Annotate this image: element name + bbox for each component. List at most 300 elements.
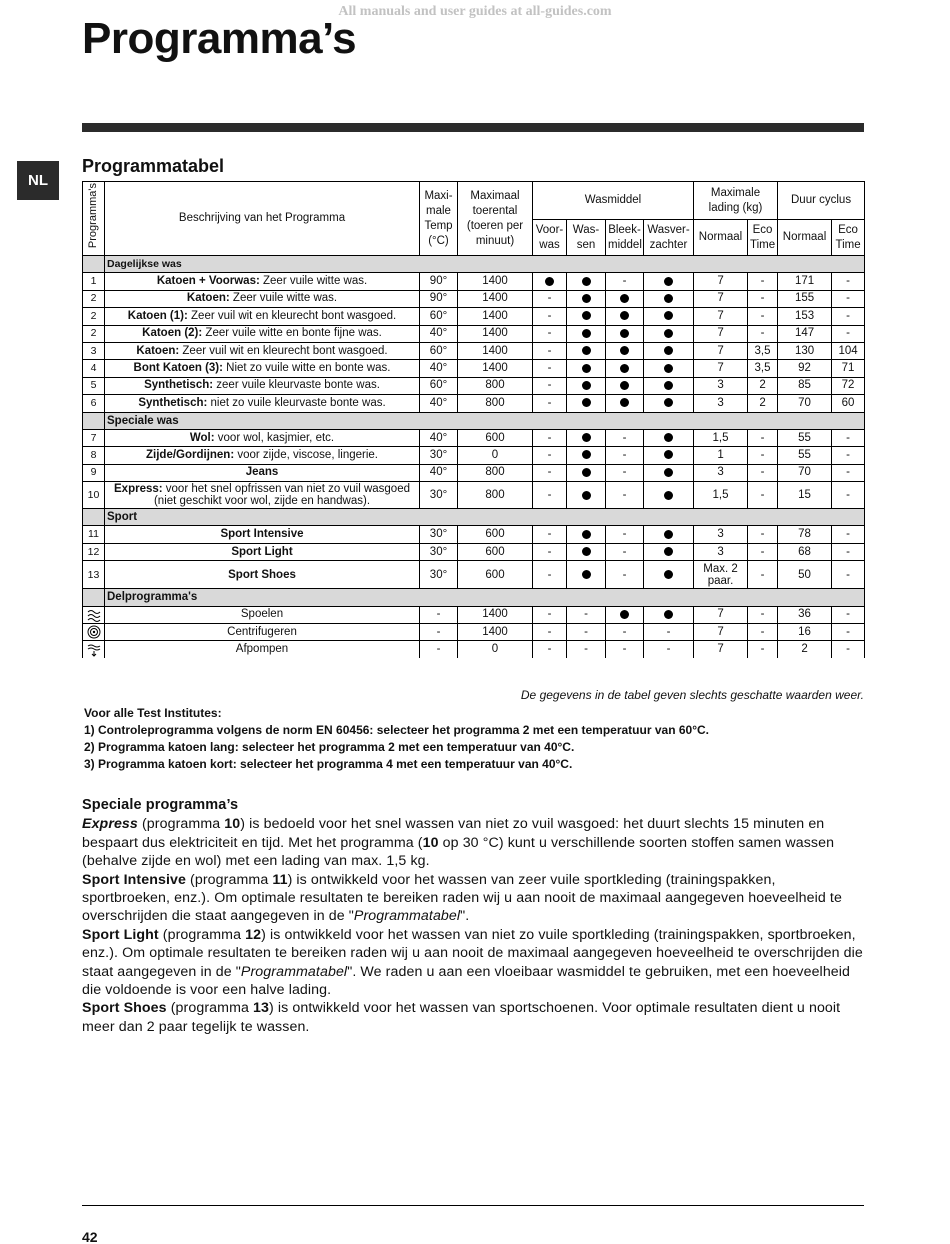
cell-deco: -	[832, 273, 865, 290]
bullet-icon	[664, 364, 673, 373]
cell-norm: 7	[694, 624, 748, 641]
program-number: 2	[83, 290, 105, 307]
cell-voor: -	[533, 464, 567, 481]
header-duration-eco: Eco Time	[832, 220, 865, 256]
table-row	[83, 641, 865, 658]
cell-norm: 7	[694, 290, 748, 307]
institutes-item: 1) Controleprogramma volgens de norm EN 60456: selecteer het programma 2 met een temperatuur van 60°C.	[84, 723, 710, 737]
header-duration-normal: Normaal	[778, 220, 832, 256]
cell-was	[567, 482, 606, 509]
bullet-icon	[582, 329, 591, 338]
bullet-icon	[664, 433, 673, 442]
cell-eco: -	[748, 543, 778, 560]
cell-voor: -	[533, 377, 567, 394]
section-row	[83, 256, 865, 273]
page-title: Programma’s	[82, 14, 357, 63]
cell-deco: 72	[832, 377, 865, 394]
table-row	[83, 429, 865, 446]
program-description: Express: voor het snel opfrissen van niet zo vuil wasgoed (niet geschikt voor wol, zijde en handwas).	[105, 482, 420, 509]
cell-bleek: -	[606, 429, 644, 446]
table-row	[83, 273, 865, 290]
cell-dnorm: 85	[778, 377, 832, 394]
cell-verz	[644, 429, 694, 446]
cell-norm: 3	[694, 464, 748, 481]
cell-voor: -	[533, 624, 567, 641]
cell-voor	[533, 273, 567, 290]
cell-temp: 40°	[420, 429, 458, 446]
cell-temp: 30°	[420, 526, 458, 543]
cell-norm: 7	[694, 308, 748, 325]
cell-dnorm: 15	[778, 482, 832, 509]
institutes-item: 2) Programma katoen lang: selecteer het programma 2 met een temperatuur van 40°C.	[84, 740, 575, 754]
bullet-icon	[664, 329, 673, 338]
cell-verz	[644, 290, 694, 307]
header-max-load: Maximale lading (kg)	[694, 182, 778, 220]
header-bleach: Bleek- middel	[606, 220, 644, 256]
cell-dnorm: 171	[778, 273, 832, 290]
bullet-icon	[620, 364, 629, 373]
program-description: Synthetisch: niet zo vuile kleurvaste bonte was.	[105, 395, 420, 412]
cell-norm: 7	[694, 325, 748, 342]
bullet-icon	[582, 547, 591, 556]
cell-deco: -	[832, 325, 865, 342]
bullet-icon	[582, 364, 591, 373]
cell-verz: -	[644, 624, 694, 641]
table-row	[83, 606, 865, 623]
cell-norm: 7	[694, 641, 748, 658]
cell-verz	[644, 482, 694, 509]
program-number: 2	[83, 308, 105, 325]
cell-voor: -	[533, 360, 567, 377]
cell-verz	[644, 273, 694, 290]
cell-deco: -	[832, 561, 865, 589]
program-number: 1	[83, 273, 105, 290]
cell-dnorm: 155	[778, 290, 832, 307]
cell-temp: 30°	[420, 482, 458, 509]
cell-voor: -	[533, 308, 567, 325]
header-max-temp: Maxi- male Temp (°C)	[420, 182, 458, 256]
cell-deco: -	[832, 308, 865, 325]
cell-was: -	[567, 641, 606, 658]
cell-rpm: 1400	[458, 325, 533, 342]
section-label: Delprogramma's	[105, 589, 865, 606]
cell-verz	[644, 342, 694, 359]
cell-eco: -	[748, 447, 778, 464]
program-description: Katoen (1): Zeer vuil wit en kleurecht bont wasgoed.	[105, 308, 420, 325]
cell-bleek	[606, 290, 644, 307]
cell-dnorm: 2	[778, 641, 832, 658]
cell-voor: -	[533, 342, 567, 359]
cell-norm: 1,5	[694, 482, 748, 509]
cell-bleek: -	[606, 641, 644, 658]
footer-divider	[82, 1205, 864, 1206]
cell-norm: Max. 2 paar.	[694, 561, 748, 589]
cell-eco: -	[748, 606, 778, 623]
cell-was	[567, 273, 606, 290]
section-row	[83, 589, 865, 606]
header-detergent: Wasmiddel	[533, 182, 694, 220]
special-programs	[82, 796, 864, 1036]
cell-dnorm: 70	[778, 464, 832, 481]
cell-bleek: -	[606, 482, 644, 509]
cell-voor: -	[533, 561, 567, 589]
cell-deco: 104	[832, 342, 865, 359]
cell-was	[567, 543, 606, 560]
program-description: Sport Shoes	[105, 561, 420, 589]
program-description: Jeans	[105, 464, 420, 481]
table-row	[83, 464, 865, 481]
cell-eco: -	[748, 482, 778, 509]
cell-rpm: 1400	[458, 606, 533, 623]
bullet-icon	[582, 277, 591, 286]
bullet-icon	[620, 381, 629, 390]
header-description: Beschrijving van het Programma	[105, 182, 420, 256]
bullet-icon	[664, 530, 673, 539]
spin-icon	[83, 624, 105, 641]
cell-rpm: 1400	[458, 273, 533, 290]
bullet-icon	[582, 311, 591, 320]
page-number: 42	[82, 1229, 98, 1244]
cell-norm: 7	[694, 273, 748, 290]
cell-verz	[644, 543, 694, 560]
program-description: Wol: voor wol, kasjmier, etc.	[105, 429, 420, 446]
bullet-icon	[664, 277, 673, 286]
cell-deco: -	[832, 606, 865, 623]
table-row	[83, 325, 865, 342]
cell-voor: -	[533, 641, 567, 658]
cell-voor: -	[533, 447, 567, 464]
cell-bleek: -	[606, 543, 644, 560]
cell-bleek: -	[606, 624, 644, 641]
cell-temp: 60°	[420, 342, 458, 359]
program-description: Bont Katoen (3): Niet zo vuile witte en bonte was.	[105, 360, 420, 377]
cell-voor: -	[533, 482, 567, 509]
table-row	[83, 395, 865, 412]
cell-eco: -	[748, 561, 778, 589]
table-row	[83, 360, 865, 377]
cell-was	[567, 526, 606, 543]
cell-bleek	[606, 325, 644, 342]
bullet-icon	[620, 294, 629, 303]
section-row	[83, 509, 865, 526]
bullet-icon	[664, 294, 673, 303]
cell-bleek	[606, 395, 644, 412]
cell-dnorm: 68	[778, 543, 832, 560]
cell-bleek	[606, 360, 644, 377]
program-number: 10	[83, 482, 105, 509]
program-number: 13	[83, 561, 105, 589]
cell-norm: 7	[694, 342, 748, 359]
program-table	[82, 181, 865, 658]
cell-norm: 1	[694, 447, 748, 464]
header-programmas: Programma's	[83, 182, 105, 256]
program-number: 4	[83, 360, 105, 377]
cell-rpm: 800	[458, 377, 533, 394]
program-number: 8	[83, 447, 105, 464]
table-row	[83, 624, 865, 641]
cell-eco: -	[748, 526, 778, 543]
cell-rpm: 800	[458, 395, 533, 412]
cell-rpm: 600	[458, 526, 533, 543]
cell-dnorm: 130	[778, 342, 832, 359]
cell-deco: 60	[832, 395, 865, 412]
bullet-icon	[664, 491, 673, 500]
cell-temp: 30°	[420, 447, 458, 464]
bullet-icon	[620, 311, 629, 320]
program-number: 11	[83, 526, 105, 543]
cell-eco: -	[748, 308, 778, 325]
cell-dnorm: 50	[778, 561, 832, 589]
cell-eco: -	[748, 641, 778, 658]
institutes-item: 3) Programma katoen kort: selecteer het programma 4 met een temperatuur van 40°C.	[84, 757, 573, 771]
special-programs-title: Speciale programma’s	[82, 797, 239, 813]
program-description: Zijde/Gordijnen: voor zijde, viscose, lingerie.	[105, 447, 420, 464]
cell-bleek	[606, 606, 644, 623]
cell-eco: 3,5	[748, 360, 778, 377]
cell-dnorm: 153	[778, 308, 832, 325]
program-description: Katoen (2): Zeer vuile witte en bonte fijne was.	[105, 325, 420, 342]
cell-eco: -	[748, 325, 778, 342]
cell-bleek	[606, 308, 644, 325]
cell-was	[567, 464, 606, 481]
program-number: 9	[83, 464, 105, 481]
test-institutes	[84, 705, 709, 773]
title-divider	[82, 123, 864, 132]
cell-eco: 3,5	[748, 342, 778, 359]
cell-was	[567, 429, 606, 446]
section-title: Programmatabel	[82, 156, 225, 176]
cell-was	[567, 561, 606, 589]
program-description: Sport Intensive	[105, 526, 420, 543]
cell-dnorm: 36	[778, 606, 832, 623]
cell-temp: 40°	[420, 395, 458, 412]
bullet-icon	[664, 468, 673, 477]
table-row	[83, 561, 865, 589]
cell-verz	[644, 526, 694, 543]
cell-norm: 1,5	[694, 429, 748, 446]
bullet-icon	[620, 329, 629, 338]
cell-rpm: 600	[458, 561, 533, 589]
cell-rpm: 600	[458, 543, 533, 560]
cell-rpm: 1400	[458, 290, 533, 307]
section-spacer	[83, 589, 105, 606]
cell-deco: -	[832, 624, 865, 641]
table-row	[83, 543, 865, 560]
table-row	[83, 290, 865, 307]
cell-eco: 2	[748, 377, 778, 394]
cell-bleek: -	[606, 447, 644, 464]
bullet-icon	[664, 547, 673, 556]
program-description: Spoelen	[105, 606, 420, 623]
cell-norm: 7	[694, 360, 748, 377]
cell-deco: -	[832, 641, 865, 658]
cell-deco: -	[832, 482, 865, 509]
table-row	[83, 482, 865, 509]
table-row	[83, 342, 865, 359]
cell-temp: 90°	[420, 290, 458, 307]
table-row	[83, 377, 865, 394]
cell-eco: -	[748, 273, 778, 290]
bullet-icon	[545, 277, 554, 286]
header-wash: Was- sen	[567, 220, 606, 256]
cell-verz	[644, 377, 694, 394]
cell-was	[567, 395, 606, 412]
cell-temp: 60°	[420, 308, 458, 325]
section-label: Speciale was	[105, 412, 865, 429]
institutes-heading: Voor alle Test Institutes:	[84, 706, 222, 720]
program-number: 12	[83, 543, 105, 560]
bullet-icon	[582, 381, 591, 390]
bullet-icon	[620, 398, 629, 407]
table-row	[83, 308, 865, 325]
cell-bleek: -	[606, 561, 644, 589]
cell-rpm: 1400	[458, 308, 533, 325]
program-description: Katoen: Zeer vuile witte was.	[105, 290, 420, 307]
cell-verz	[644, 464, 694, 481]
cell-bleek	[606, 342, 644, 359]
section-label: Sport	[105, 509, 865, 526]
cell-temp: -	[420, 641, 458, 658]
bullet-icon	[664, 398, 673, 407]
program-description: Katoen + Voorwas: Zeer vuile witte was.	[105, 273, 420, 290]
sport-shoes-paragraph: Sport Shoes (programma 13) is ontwikkeld voor het wassen van sportschoenen. Voor optimale resultaten dient u nooit meer dan 2 paar tegelijk te wassen.	[82, 1000, 841, 1035]
cell-norm: 3	[694, 377, 748, 394]
cell-voor: -	[533, 526, 567, 543]
cell-verz	[644, 360, 694, 377]
cell-deco: -	[832, 429, 865, 446]
cell-was	[567, 308, 606, 325]
cell-dnorm: 92	[778, 360, 832, 377]
bullet-icon	[582, 491, 591, 500]
cell-was	[567, 377, 606, 394]
cell-eco: 2	[748, 395, 778, 412]
bullet-icon	[582, 450, 591, 459]
section-spacer	[83, 256, 105, 273]
cell-bleek	[606, 377, 644, 394]
bullet-icon	[620, 610, 629, 619]
cell-was	[567, 290, 606, 307]
cell-was: -	[567, 606, 606, 623]
cell-rpm: 0	[458, 447, 533, 464]
table-row	[83, 447, 865, 464]
cell-deco: -	[832, 464, 865, 481]
cell-was: -	[567, 624, 606, 641]
cell-eco: -	[748, 290, 778, 307]
bullet-icon	[582, 468, 591, 477]
cell-voor: -	[533, 325, 567, 342]
cell-voor: -	[533, 395, 567, 412]
header-softener: Wasver- zachter	[644, 220, 694, 256]
bullet-icon	[582, 294, 591, 303]
cell-verz: -	[644, 641, 694, 658]
cell-temp: 30°	[420, 561, 458, 589]
cell-bleek: -	[606, 273, 644, 290]
cell-temp: -	[420, 624, 458, 641]
bullet-icon	[582, 570, 591, 579]
cell-rpm: 1400	[458, 360, 533, 377]
table-row	[83, 526, 865, 543]
cell-temp: 30°	[420, 543, 458, 560]
cell-verz	[644, 325, 694, 342]
bullet-icon	[664, 381, 673, 390]
header-load-normal: Normaal	[694, 220, 748, 256]
bullet-icon	[582, 398, 591, 407]
bullet-icon	[664, 346, 673, 355]
program-description: Sport Light	[105, 543, 420, 560]
cell-dnorm: 16	[778, 624, 832, 641]
cell-voor: -	[533, 606, 567, 623]
cell-verz	[644, 561, 694, 589]
bullet-icon	[664, 610, 673, 619]
cell-verz	[644, 606, 694, 623]
cell-deco: -	[832, 290, 865, 307]
cell-dnorm: 55	[778, 447, 832, 464]
cell-temp: 40°	[420, 360, 458, 377]
cell-temp: 60°	[420, 377, 458, 394]
express-paragraph: Express (programma 10) is bedoeld voor het snel wassen van niet zo vuil wasgoed: het duurt slechts 15 minuten en bespaart dus elektriciteit en tijd. Met het programma (10 op 30 °C) kunt u verschillende soorten stoffen samen wassen (behalve zijde en wol) met een lading van max. 1,5 kg.	[82, 816, 835, 870]
cell-norm: 3	[694, 395, 748, 412]
cell-norm: 7	[694, 606, 748, 623]
cell-verz	[644, 447, 694, 464]
cell-norm: 3	[694, 526, 748, 543]
bullet-icon	[664, 570, 673, 579]
cell-dnorm: 147	[778, 325, 832, 342]
cell-rpm: 600	[458, 429, 533, 446]
cell-dnorm: 78	[778, 526, 832, 543]
section-spacer	[83, 509, 105, 526]
program-description: Centrifugeren	[105, 624, 420, 641]
section-spacer	[83, 412, 105, 429]
cell-rpm: 800	[458, 482, 533, 509]
cell-bleek: -	[606, 526, 644, 543]
cell-eco: -	[748, 624, 778, 641]
cell-eco: -	[748, 464, 778, 481]
header-load-eco: Eco Time	[748, 220, 778, 256]
header-cycle-duration: Duur cyclus	[778, 182, 865, 220]
program-description: Katoen: Zeer vuil wit en kleurecht bont wasgoed.	[105, 342, 420, 359]
cell-bleek: -	[606, 464, 644, 481]
sport-light-paragraph: Sport Light (programma 12) is ontwikkeld voor het wassen van niet zo vuile sportkleding (trainingspakken, sportbroeken, enz.). Om optimale resultaten te bereiken raden wij u aan nooit de maximaal aangegeven hoeveelheid te overschrijden die staat aangegeven in de "Programmatabel". We raden u aan een vloeibaar wasmiddel te gebruiken, met een hoeveelheid die voldoende is voor een halve lading.	[82, 926, 863, 999]
cell-voor: -	[533, 290, 567, 307]
cell-deco: 71	[832, 360, 865, 377]
language-tab: NL	[17, 161, 59, 200]
cell-dnorm: 70	[778, 395, 832, 412]
cell-temp: 40°	[420, 464, 458, 481]
cell-rpm: 800	[458, 464, 533, 481]
program-description: Afpompen	[105, 641, 420, 658]
section-label: Dagelijkse was	[105, 256, 865, 273]
cell-rpm: 1400	[458, 624, 533, 641]
cell-deco: -	[832, 543, 865, 560]
cell-was	[567, 342, 606, 359]
cell-voor: -	[533, 543, 567, 560]
cell-dnorm: 55	[778, 429, 832, 446]
cell-rpm: 1400	[458, 342, 533, 359]
bullet-icon	[620, 346, 629, 355]
program-description: Synthetisch: zeer vuile kleurvaste bonte was.	[105, 377, 420, 394]
program-number: 3	[83, 342, 105, 359]
section-row	[83, 412, 865, 429]
cell-deco: -	[832, 447, 865, 464]
program-number: 5	[83, 377, 105, 394]
cell-rpm: 0	[458, 641, 533, 658]
cell-verz	[644, 308, 694, 325]
cell-temp: 90°	[420, 273, 458, 290]
sport-intensive-paragraph: Sport Intensive (programma 11) is ontwikkeld voor het wassen van zeer vuile sportkleding (trainingspakken, sportbroeken, enz.). Om optimale resultaten te bereiken raden wij u aan nooit de maximaal aangegeven hoeveelheid te overschrijden die staat aangegeven in de "Programmatabel".	[82, 871, 842, 925]
bullet-icon	[582, 346, 591, 355]
program-number: 2	[83, 325, 105, 342]
rinse-icon	[83, 606, 105, 623]
